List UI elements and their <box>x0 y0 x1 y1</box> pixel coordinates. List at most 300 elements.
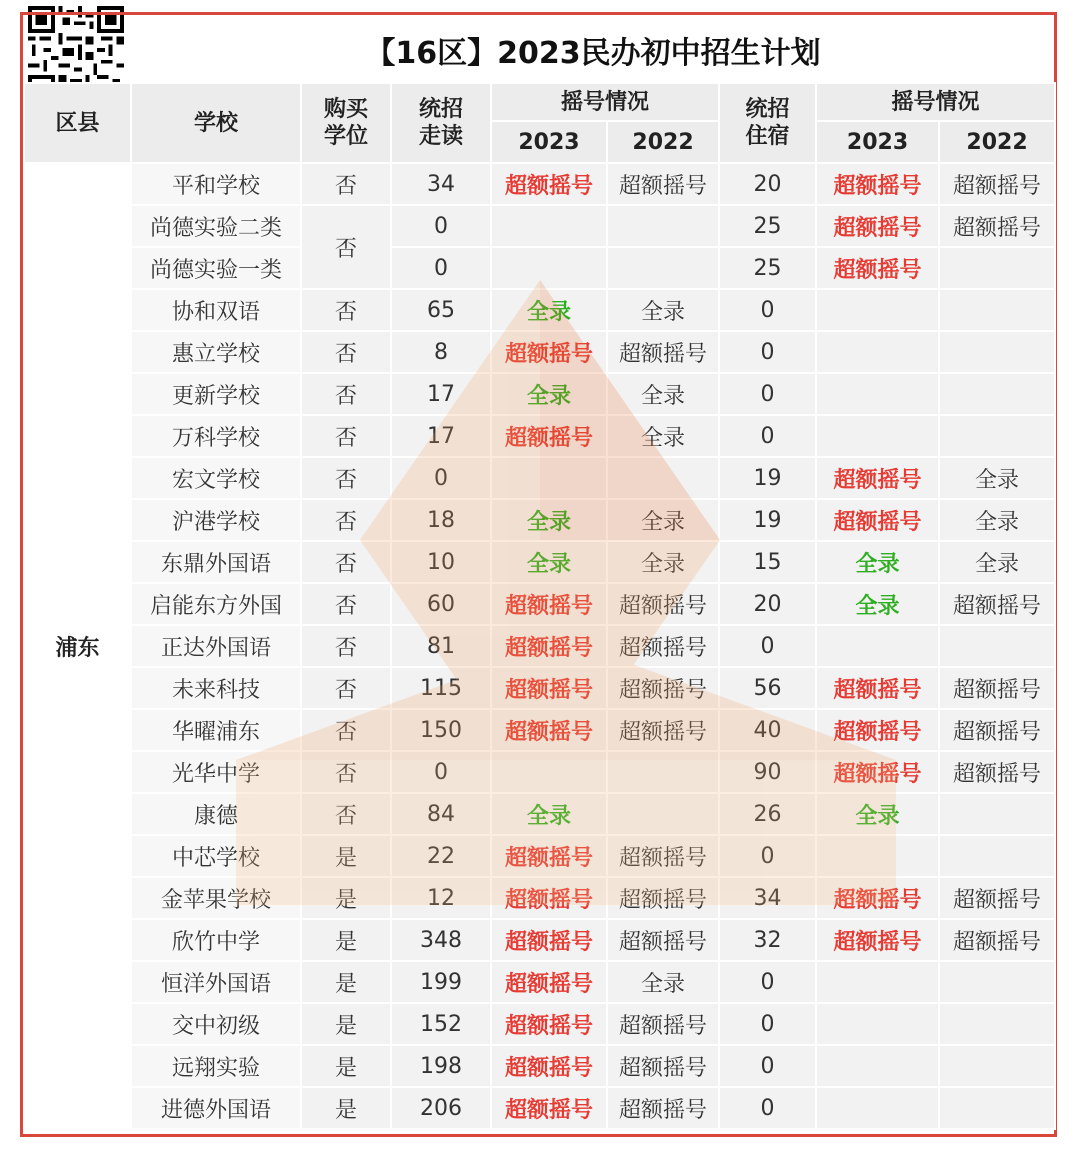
buy-seat-cell-text: 是 <box>334 929 357 955</box>
board-enroll-cell <box>719 919 816 961</box>
board-enroll-cell-text: 32 <box>753 927 782 953</box>
day-2023-cell <box>491 499 607 541</box>
day-2022-cell <box>607 1003 719 1045</box>
school-cell-text: 惠立学校 <box>171 341 260 367</box>
buy-seat-cell <box>301 205 391 289</box>
board-2022-cell <box>939 247 1055 289</box>
buy-seat-cell <box>301 919 391 961</box>
school-cell-text: 远翔实验 <box>171 1055 260 1081</box>
board-2022-cell-text: 全录 <box>975 467 1020 493</box>
school-cell-text: 欣竹中学 <box>171 929 260 955</box>
day-enroll-cell <box>391 961 491 1003</box>
day-enroll-cell-text: 12 <box>427 885 455 911</box>
school-cell-text: 协和双语 <box>171 299 260 325</box>
day-2022-cell <box>607 163 719 205</box>
board-enroll-cell-text: 0 <box>760 423 775 449</box>
day-enroll-cell-text: 348 <box>420 927 462 953</box>
board-enroll-cell <box>719 667 816 709</box>
day-enroll-cell-text: 22 <box>427 843 455 869</box>
table-row <box>24 751 1055 793</box>
day-2022-cell-text: 超额摇号 <box>619 1055 708 1081</box>
board-enroll-cell <box>719 373 816 415</box>
school-cell-text: 交中初级 <box>171 1013 260 1039</box>
buy-seat-cell <box>301 835 391 877</box>
board-2022-cell-text: 超额摇号 <box>953 929 1042 955</box>
buy-seat-cell <box>301 331 391 373</box>
board-2022-cell-text: 超额摇号 <box>953 173 1042 199</box>
board-2022-cell-text: 超额摇号 <box>953 593 1042 619</box>
board-2023-cell <box>816 583 939 625</box>
district-cell <box>24 163 131 1129</box>
school-cell <box>131 625 301 667</box>
board-enroll-cell-text: 15 <box>753 549 782 575</box>
board-2023-cell <box>816 877 939 919</box>
day-2022-cell-text: 超额摇号 <box>619 677 708 703</box>
day-enroll-cell-text: 17 <box>427 381 455 407</box>
board-2022-cell <box>939 877 1055 919</box>
day-enroll-cell <box>391 583 491 625</box>
board-2023-cell <box>816 625 939 667</box>
day-2022-cell-text: 超额摇号 <box>619 593 708 619</box>
table-row <box>24 919 1055 961</box>
board-2022-cell <box>939 625 1055 667</box>
school-cell <box>131 1087 301 1129</box>
table-row <box>24 415 1055 457</box>
header-day-lottery: 摇号情况 <box>491 83 719 121</box>
board-2023-cell-text: 超额摇号 <box>833 215 922 241</box>
day-2022-cell-text: 全录 <box>641 971 686 997</box>
school-cell <box>131 877 301 919</box>
day-2023-cell <box>491 919 607 961</box>
buy-seat-cell-text: 否 <box>334 383 357 409</box>
buy-seat-cell-text: 否 <box>334 593 357 619</box>
day-2023-cell-text: 全录 <box>526 509 571 535</box>
board-2022-cell <box>939 457 1055 499</box>
day-2022-cell <box>607 1045 719 1087</box>
buy-seat-cell-text: 否 <box>334 803 357 829</box>
table-row <box>24 247 1055 289</box>
board-2022-cell <box>939 835 1055 877</box>
table-row <box>24 877 1055 919</box>
day-2022-cell-text: 超额摇号 <box>619 635 708 661</box>
buy-seat-cell-text: 否 <box>334 299 357 325</box>
day-2022-cell-text: 超额摇号 <box>619 341 708 367</box>
day-2023-cell <box>491 541 607 583</box>
school-cell <box>131 583 301 625</box>
day-2022-cell-text: 全录 <box>641 383 686 409</box>
day-2023-cell <box>491 751 607 793</box>
day-enroll-cell-text: 81 <box>427 633 455 659</box>
school-cell-text: 沪港学校 <box>171 509 260 535</box>
day-enroll-cell <box>391 625 491 667</box>
buy-seat-cell-text: 是 <box>334 887 357 913</box>
board-enroll-cell-text: 0 <box>760 633 775 659</box>
day-2022-cell <box>607 289 719 331</box>
day-2023-cell <box>491 877 607 919</box>
header-day-2023: 2023 <box>491 121 607 163</box>
buy-seat-cell <box>301 667 391 709</box>
school-cell-text: 恒洋外国语 <box>160 971 271 997</box>
day-2023-cell <box>491 667 607 709</box>
school-cell-text: 尚德实验二类 <box>149 215 282 241</box>
board-enroll-cell-text: 20 <box>753 591 782 617</box>
board-2023-cell-text: 超额摇号 <box>833 719 922 745</box>
buy-seat-cell <box>301 373 391 415</box>
buy-seat-cell <box>301 709 391 751</box>
board-2023-cell <box>816 205 939 247</box>
board-2023-cell-text: 超额摇号 <box>833 677 922 703</box>
board-enroll-cell-text: 0 <box>760 969 775 995</box>
day-enroll-cell <box>391 163 491 205</box>
table-row <box>24 373 1055 415</box>
school-cell-text: 东鼎外国语 <box>160 551 271 577</box>
buy-seat-cell <box>301 793 391 835</box>
day-enroll-cell <box>391 1045 491 1087</box>
buy-seat-cell <box>301 625 391 667</box>
school-cell <box>131 247 301 289</box>
day-2022-cell-text: 超额摇号 <box>619 1013 708 1039</box>
buy-seat-cell-text: 是 <box>334 1013 357 1039</box>
day-2022-cell <box>607 457 719 499</box>
day-enroll-cell-text: 34 <box>427 171 455 197</box>
day-enroll-cell-text: 206 <box>420 1095 462 1121</box>
header-day-2022: 2022 <box>607 121 719 163</box>
day-enroll-cell-text: 198 <box>420 1053 462 1079</box>
buy-seat-cell-text: 是 <box>334 1055 357 1081</box>
board-2022-cell <box>939 205 1055 247</box>
header-district: 区县 <box>24 83 131 163</box>
school-cell <box>131 415 301 457</box>
board-2022-cell <box>939 709 1055 751</box>
board-2023-cell <box>816 331 939 373</box>
board-2023-cell-text: 超额摇号 <box>833 761 922 787</box>
board-enroll-cell <box>719 877 816 919</box>
board-enroll-cell-text: 0 <box>760 381 775 407</box>
board-enroll-cell-text: 19 <box>753 465 782 491</box>
day-enroll-cell <box>391 1087 491 1129</box>
buy-seat-cell <box>301 163 391 205</box>
board-2023-cell <box>816 961 939 1003</box>
table-row <box>24 499 1055 541</box>
school-cell <box>131 331 301 373</box>
day-2022-cell-text: 全录 <box>641 509 686 535</box>
day-2023-cell-text: 超额摇号 <box>504 845 593 871</box>
board-enroll-cell-text: 0 <box>760 1011 775 1037</box>
day-2022-cell-text: 超额摇号 <box>619 173 708 199</box>
table-row <box>24 835 1055 877</box>
board-enroll-cell-text: 26 <box>753 801 782 827</box>
buy-seat-cell-text: 否 <box>334 761 357 787</box>
buy-seat-cell-text: 否 <box>334 635 357 661</box>
board-enroll-cell <box>719 1087 816 1129</box>
day-2023-cell <box>491 289 607 331</box>
school-cell-text: 启能东方外国 <box>149 593 282 619</box>
day-2022-cell <box>607 541 719 583</box>
school-cell-text: 正达外国语 <box>160 635 271 661</box>
school-cell <box>131 751 301 793</box>
board-enroll-cell <box>719 415 816 457</box>
board-enroll-cell <box>719 583 816 625</box>
table-row <box>24 331 1055 373</box>
day-2022-cell <box>607 625 719 667</box>
day-enroll-cell-text: 152 <box>420 1011 462 1037</box>
board-2022-cell-text: 全录 <box>975 551 1020 577</box>
header-day-enroll: 统招走读 <box>391 83 491 163</box>
day-enroll-cell <box>391 331 491 373</box>
buy-seat-cell <box>301 1003 391 1045</box>
board-2023-cell <box>816 835 939 877</box>
board-2022-cell <box>939 1045 1055 1087</box>
buy-seat-cell <box>301 751 391 793</box>
day-2023-cell-text: 全录 <box>526 803 571 829</box>
day-2022-cell <box>607 961 719 1003</box>
board-enroll-cell-text: 40 <box>753 717 782 743</box>
board-2022-cell <box>939 415 1055 457</box>
day-enroll-cell <box>391 877 491 919</box>
day-2023-cell <box>491 625 607 667</box>
board-2023-cell-text: 超额摇号 <box>833 509 922 535</box>
school-cell <box>131 499 301 541</box>
board-enroll-cell-text: 19 <box>753 507 782 533</box>
school-cell <box>131 163 301 205</box>
board-enroll-cell <box>719 625 816 667</box>
day-2022-cell <box>607 205 719 247</box>
day-2023-cell-text: 超额摇号 <box>504 1013 593 1039</box>
day-2022-cell <box>607 583 719 625</box>
buy-seat-cell-text: 否 <box>334 467 357 493</box>
board-enroll-cell-text: 25 <box>753 255 782 281</box>
school-cell <box>131 835 301 877</box>
board-2023-cell <box>816 457 939 499</box>
day-2023-cell-text: 超额摇号 <box>504 887 593 913</box>
day-2023-cell-text: 超额摇号 <box>504 1055 593 1081</box>
enrollment-table <box>23 82 1056 1130</box>
board-enroll-cell <box>719 457 816 499</box>
board-2022-cell <box>939 751 1055 793</box>
board-2023-cell-text: 全录 <box>855 803 900 829</box>
school-cell-text: 平和学校 <box>171 173 260 199</box>
day-2022-cell <box>607 1087 719 1129</box>
buy-seat-cell <box>301 1045 391 1087</box>
board-2023-cell <box>816 1045 939 1087</box>
table-row <box>24 961 1055 1003</box>
day-2023-cell <box>491 163 607 205</box>
day-enroll-cell <box>391 205 491 247</box>
district-label: 浦东 <box>55 635 100 661</box>
board-2022-cell <box>939 373 1055 415</box>
school-cell <box>131 289 301 331</box>
day-enroll-cell <box>391 541 491 583</box>
buy-seat-cell <box>301 457 391 499</box>
day-enroll-cell-text: 65 <box>427 297 455 323</box>
school-cell-text: 万科学校 <box>171 425 260 451</box>
board-enroll-cell <box>719 331 816 373</box>
day-enroll-cell-text: 0 <box>434 759 448 785</box>
buy-seat-cell <box>301 541 391 583</box>
school-cell-text: 进德外国语 <box>160 1097 271 1123</box>
table-row <box>24 541 1055 583</box>
table-row <box>24 667 1055 709</box>
day-2022-cell-text: 超额摇号 <box>619 719 708 745</box>
day-2022-cell <box>607 247 719 289</box>
buy-seat-cell <box>301 1087 391 1129</box>
table-row <box>24 1087 1055 1129</box>
board-2023-cell-text: 全录 <box>855 551 900 577</box>
day-enroll-cell-text: 84 <box>427 801 455 827</box>
board-2022-cell <box>939 919 1055 961</box>
table-row <box>24 1045 1055 1087</box>
buy-seat-cell <box>301 499 391 541</box>
day-2022-cell-text: 全录 <box>641 551 686 577</box>
day-2023-cell-text: 超额摇号 <box>504 425 593 451</box>
board-enroll-cell <box>719 289 816 331</box>
board-2022-cell <box>939 163 1055 205</box>
buy-seat-cell <box>301 961 391 1003</box>
day-enroll-cell <box>391 835 491 877</box>
header-board-2022: 2022 <box>939 121 1055 163</box>
day-2022-cell <box>607 835 719 877</box>
day-enroll-cell-text: 0 <box>434 213 448 239</box>
day-2023-cell <box>491 709 607 751</box>
board-enroll-cell <box>719 205 816 247</box>
day-2023-cell <box>491 835 607 877</box>
day-enroll-cell <box>391 919 491 961</box>
day-enroll-cell-text: 8 <box>434 339 448 365</box>
day-2022-cell-text: 超额摇号 <box>619 845 708 871</box>
board-enroll-cell-text: 0 <box>760 1053 775 1079</box>
day-enroll-cell-text: 150 <box>420 717 462 743</box>
day-2023-cell-text: 超额摇号 <box>504 971 593 997</box>
day-2023-cell <box>491 1003 607 1045</box>
day-2023-cell-text: 超额摇号 <box>504 173 593 199</box>
school-cell <box>131 1045 301 1087</box>
board-enroll-cell <box>719 541 816 583</box>
board-2022-cell <box>939 583 1055 625</box>
board-2023-cell-text: 超额摇号 <box>833 929 922 955</box>
school-cell-text: 金苹果学校 <box>160 887 271 913</box>
day-2022-cell <box>607 499 719 541</box>
day-2022-cell-text: 超额摇号 <box>619 887 708 913</box>
header-board-2023: 2023 <box>816 121 939 163</box>
board-enroll-cell-text: 0 <box>760 843 775 869</box>
header-board-enroll: 统招住宿 <box>719 83 816 163</box>
school-cell-text: 中芯学校 <box>171 845 260 871</box>
day-enroll-cell-text: 115 <box>420 675 462 701</box>
board-enroll-cell <box>719 751 816 793</box>
table-row <box>24 1003 1055 1045</box>
day-2023-cell-text: 全录 <box>526 383 571 409</box>
school-cell-text: 更新学校 <box>171 383 260 409</box>
day-enroll-cell-text: 60 <box>427 591 455 617</box>
board-2023-cell-text: 超额摇号 <box>833 173 922 199</box>
buy-seat-cell-text: 否 <box>334 425 357 451</box>
board-enroll-cell <box>719 709 816 751</box>
day-2023-cell-text: 超额摇号 <box>504 719 593 745</box>
day-2023-cell <box>491 415 607 457</box>
board-2022-cell <box>939 961 1055 1003</box>
board-enroll-cell <box>719 835 816 877</box>
board-2023-cell <box>816 499 939 541</box>
board-enroll-cell-text: 25 <box>753 213 782 239</box>
header-school: 学校 <box>131 83 301 163</box>
day-2023-cell-text: 超额摇号 <box>504 593 593 619</box>
day-2023-cell-text: 全录 <box>526 551 571 577</box>
board-2023-cell <box>816 289 939 331</box>
school-cell-text: 宏文学校 <box>171 467 260 493</box>
day-enroll-cell <box>391 793 491 835</box>
board-enroll-cell <box>719 1003 816 1045</box>
day-enroll-cell-text: 0 <box>434 255 448 281</box>
board-2023-cell <box>816 373 939 415</box>
day-2022-cell <box>607 331 719 373</box>
board-enroll-cell <box>719 163 816 205</box>
buy-seat-cell-text: 否 <box>334 551 357 577</box>
day-enroll-cell <box>391 709 491 751</box>
school-cell <box>131 205 301 247</box>
school-cell-text: 光华中学 <box>171 761 260 787</box>
board-2022-cell-text: 全录 <box>975 509 1020 535</box>
board-enroll-cell-text: 20 <box>753 171 782 197</box>
board-2023-cell <box>816 919 939 961</box>
board-2023-cell <box>816 415 939 457</box>
table-row <box>24 205 1055 247</box>
board-enroll-cell-text: 90 <box>753 759 782 785</box>
school-cell <box>131 667 301 709</box>
school-cell-text: 康德 <box>193 803 238 829</box>
table-row <box>24 709 1055 751</box>
day-2023-cell-text: 超额摇号 <box>504 677 593 703</box>
buy-seat-cell <box>301 415 391 457</box>
board-2023-cell-text: 全录 <box>855 593 900 619</box>
board-enroll-cell-text: 56 <box>753 675 782 701</box>
header-buy-seat: 购买学位 <box>301 83 391 163</box>
day-2022-cell <box>607 709 719 751</box>
school-cell <box>131 793 301 835</box>
day-enroll-cell-text: 199 <box>420 969 462 995</box>
day-2022-cell-text: 超额摇号 <box>619 929 708 955</box>
board-2022-cell <box>939 1087 1055 1129</box>
board-2022-cell-text: 超额摇号 <box>953 887 1042 913</box>
board-2022-cell-text: 超额摇号 <box>953 677 1042 703</box>
buy-seat-cell <box>301 877 391 919</box>
day-2022-cell <box>607 877 719 919</box>
board-2023-cell <box>816 1087 939 1129</box>
day-enroll-cell <box>391 499 491 541</box>
board-2023-cell <box>816 1003 939 1045</box>
board-2022-cell-text: 超额摇号 <box>953 215 1042 241</box>
board-2023-cell <box>816 541 939 583</box>
day-2022-cell-text: 全录 <box>641 299 686 325</box>
page-title: 【16区】2023民办初中招生计划 <box>365 36 821 71</box>
board-2022-cell <box>939 793 1055 835</box>
school-cell <box>131 541 301 583</box>
buy-seat-cell-text: 否 <box>334 173 357 199</box>
day-2023-cell <box>491 1045 607 1087</box>
buy-seat-cell-text: 否 <box>334 509 357 535</box>
buy-seat-cell <box>301 289 391 331</box>
school-cell <box>131 457 301 499</box>
day-2022-cell <box>607 667 719 709</box>
table-row <box>24 457 1055 499</box>
day-enroll-cell-text: 10 <box>427 549 455 575</box>
day-enroll-cell-text: 0 <box>434 465 448 491</box>
day-enroll-cell <box>391 247 491 289</box>
day-2022-cell <box>607 751 719 793</box>
board-enroll-cell <box>719 1045 816 1087</box>
day-enroll-cell <box>391 667 491 709</box>
table-row <box>24 793 1055 835</box>
day-2023-cell <box>491 373 607 415</box>
